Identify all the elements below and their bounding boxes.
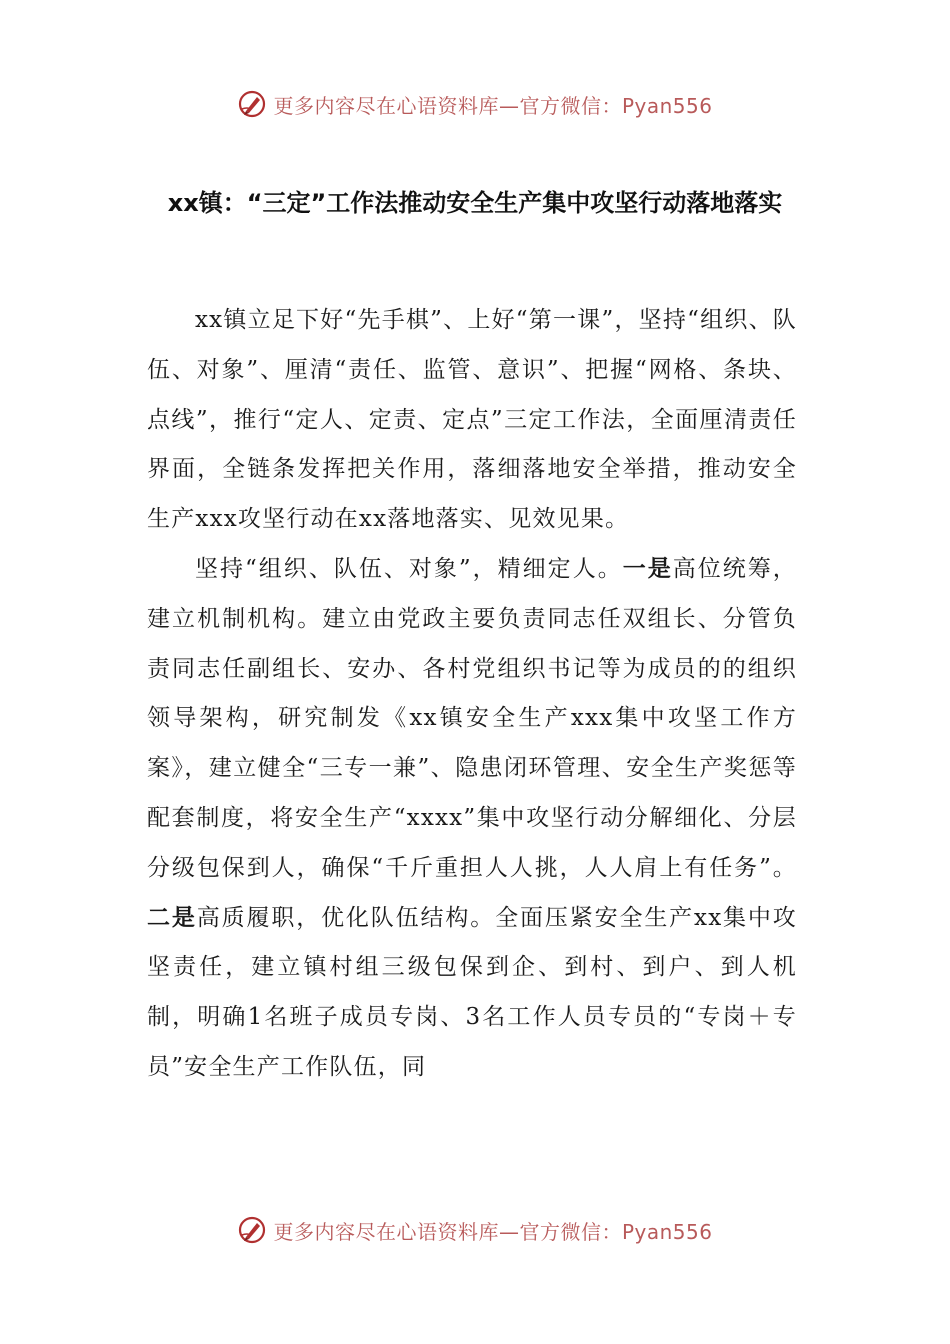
document-title: xx镇：“三定”工作法推动安全生产集中攻坚行动落地落实 [167, 189, 783, 217]
paragraph-intro: 坚持“组织、队伍、对象”，精细定人。 [195, 555, 623, 582]
paragraph-text: 高质履职，优化队伍结构。全面压紧安全生产xx集中攻坚责任，建立镇村组三级包保到企、到村、到户、到人机制，明确1名班子成员专岗、3名工作人员专员的“专岗＋专员”安全生产工作队伍，同 [147, 904, 797, 1080]
watermark-text: 更多内容尽在心语资料库—官方微信：Pyan556 [273, 1219, 713, 1244]
paragraph-text: 高位统筹，建立机制机构。建立由党政主要负责同志任双组长、分管负责同志任副组长、安办、各村党组织书记等为成员的的组织领导架构，研究制发《xx镇安全生产xxx集中攻坚工作方案》，建立健全“三专一兼”、隐患闭环管理、安全生产奖惩等配套制度，将安全生产“xxxx”集中攻坚行动分解细化、分层分级包保到人，确保“千斤重担人人挑，人人肩上有任务”。 [147, 555, 797, 881]
watermark-text: 更多内容尽在心语资料库—官方微信：Pyan556 [273, 93, 713, 118]
paragraph [147, 545, 797, 1093]
paragraph: xx镇立足下好“先手棋”、上好“第一课”，坚持“组织、队伍、对象”、厘清“责任、监管、意识”、把握“网格、条块、点线”，推行“定人、定责、定点”三定工作法，全面厘清责任界面，全链条发挥把关作用，落细落地安全举措，推动安全生产xxx攻坚行动在xx落地落实、见效见果。 [147, 307, 797, 533]
pen-nib-logo-icon [237, 1215, 267, 1245]
footer-watermark [0, 1210, 950, 1250]
document-body [147, 296, 797, 1093]
header-watermark [0, 84, 950, 124]
bold-marker: 二是 [147, 904, 197, 931]
pen-nib-logo-icon [237, 89, 267, 119]
bold-marker: 一是 [622, 555, 673, 582]
